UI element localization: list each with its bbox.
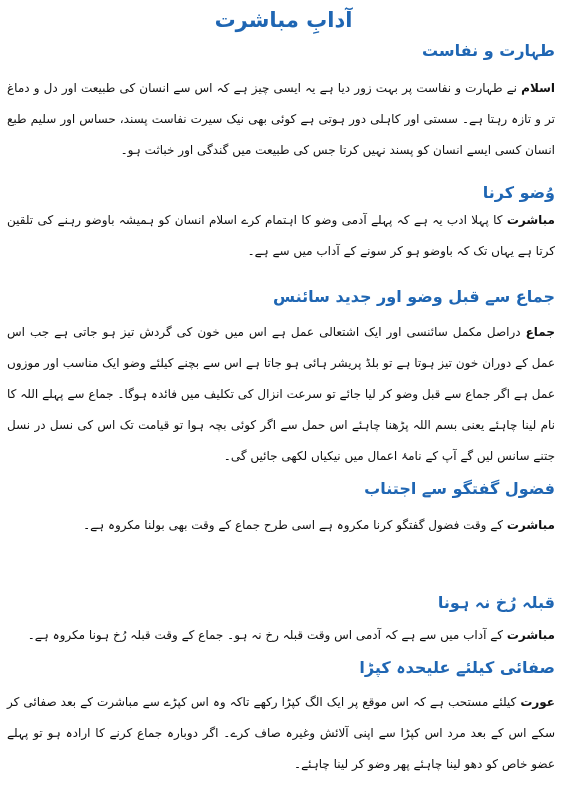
paragraph-text: نے طہارت و نفاست پر بہت زور دیا ہے یہ ایسی چیز ہے کہ اس سے انسان کی طبیعت اور دل و دماغ تر و تازہ رہتا ہے۔ سستی اور کاہلی دور ہوتی ہے کوئی بھی نیک سیرت نفاست پسند، حساس اور سلیم طبع انسان کسی ایسے انسان کو پسند نہیں کرتا جس کی طبیعت میں گندگی اور خباثت ہو۔ [7,81,555,157]
section-paragraph-guftugu [7,510,555,546]
section-heading-guftugu: فضول گفتگو سے اجتناب [364,479,555,498]
section-heading-taharat: طہارت و نفاست [421,41,555,60]
paragraph-lead-word: مباشرت [506,213,555,227]
paragraph-text: کیلئے مستحب ہے کہ اس موقع پر ایک الگ کپڑا رکھے تاکہ وہ اس کپڑے سے مباشرت کے بعد صفائی کر سکے اس کے بعد مرد اس کپڑا سے اپنی آلائش وغیرہ صاف کرے۔ اگر دوبارہ جماع کرنے کا ارادہ ہو تو پہلے عضو خاص کو دھو لینا چاہئے پھر وضو کر لینا چاہئے۔ [7,695,555,771]
section-heading-science: جماع سے قبل وضو اور جدید سائنس [272,287,555,306]
paragraph-text: کے آداب میں سے ہے کہ آدمی اس وقت قبلہ رخ نہ ہو۔ جماع کے وقت قبلہ رُخ ہونا مکروہ ہے۔ [27,628,507,642]
paragraph-text: کے وقت فضول گفتگو کرنا مکروہ ہے اسی طرح جماع کے وقت بھی بولنا مکروہ ہے۔ [83,518,507,532]
paragraph-lead-word: اسلام [521,81,555,95]
section-paragraph-taharat [7,73,555,181]
section-paragraph-science [7,317,555,467]
section-heading-safai: صفائی کیلئے علیحدہ کپڑا [359,658,555,677]
section-heading-wuzu: وُضو کرنا [482,183,555,202]
paragraph-text: کا پہلا ادب یہ ہے کہ پہلے آدمی وضو کا اہتمام کرے اسلام انسان کو ہمیشہ باوضو رہنے کی تلقین کرتا ہے یہاں تک کہ باوضو ہو کر سونے کے آداب میں سے ہے۔ [7,213,555,258]
section-paragraph-qibla [7,620,555,656]
paragraph-lead-word: مباشرت [506,628,555,642]
page-title: آدابِ مباشرت [214,8,353,32]
paragraph-lead-word: عورت [520,695,555,709]
paragraph-text: دراصل مکمل سائنسی اور ایک اشتعالی عمل ہے اس میں خون کی گردش تیز ہو جاتی ہے جب اس عمل کے دوران خون تیز ہوتا ہے تو بلڈ پریشر ہائی ہو جاتا ہے اس سے بچنے کیلئے وضو ایک مناسب اور موزوں عمل ہے اگر جماع سے قبل وضو کر لیا جائے تو سرعت انزال کی تکلیف میں فائدہ ہوگا۔ جماع سے پہلے اللہ کا نام لینا چاہئے یعنی بسم اللہ پڑھنا چاہئے اس حمل سے اگر کوئی بچہ ہوا تو قیامت تک اس کی نسل در نسل جتنے سانس لیں گے آپ کے نامۂ اعمال میں نیکیاں لکھی جائیں گی۔ [7,325,555,463]
section-paragraph-safai [7,687,555,795]
section-paragraph-wuzu [7,205,555,279]
paragraph-lead-word: جماع [525,325,555,339]
paragraph-lead-word: مباشرت [506,518,555,532]
section-heading-qibla: قبلہ رُخ نہ ہونا [437,593,555,612]
